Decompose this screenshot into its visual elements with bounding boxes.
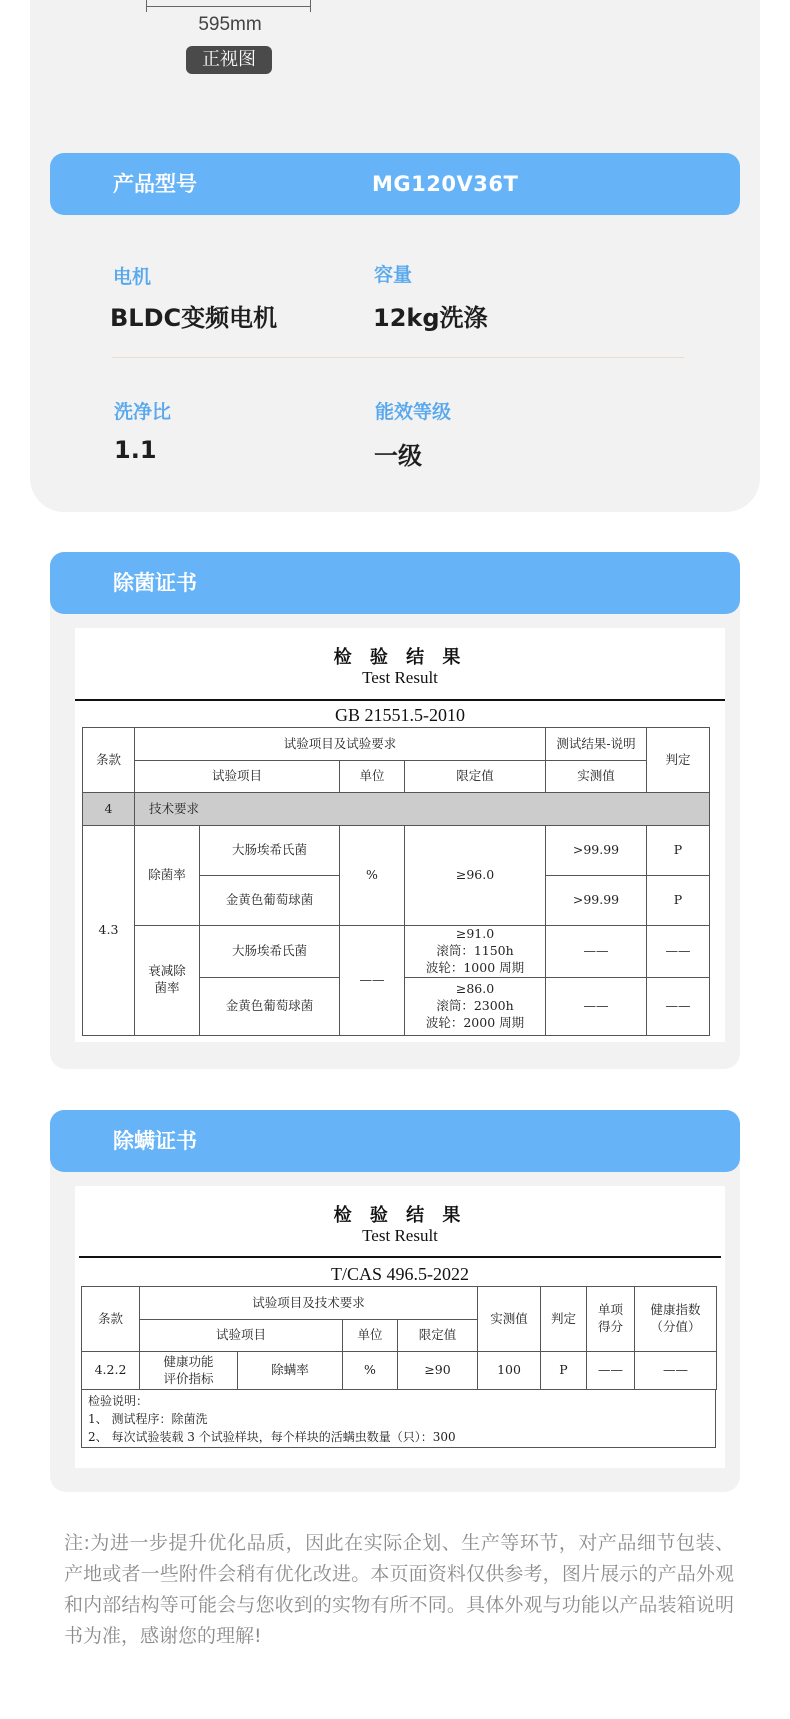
spec-motor-label: 电机 xyxy=(113,266,152,288)
h-health-index xyxy=(635,1287,717,1352)
item-mite-rate: 除螨率 xyxy=(238,1352,343,1390)
section-name: 技术要求 xyxy=(135,793,710,826)
limit-86-pulsator: 波轮：2000 周期 xyxy=(425,1014,525,1030)
result-subtitle: Test Result xyxy=(362,1226,438,1245)
spec-wash-ratio-value: 1.1 xyxy=(114,436,157,464)
item-ecoli-decay: 大肠埃希氏菌 xyxy=(200,926,340,978)
result-title: 检 验 结 果 xyxy=(333,1205,467,1226)
limit-91-pulsator: 波轮：1000 周期 xyxy=(425,959,525,975)
result-title: 检 验 结 果 xyxy=(333,647,467,668)
dimension-label: 595mm xyxy=(198,14,262,35)
standard-code: T/CAS 496.5-2022 xyxy=(330,1264,469,1284)
result-staph: >99.99 xyxy=(546,876,647,926)
h-health-line1: 健康指数 xyxy=(650,1302,701,1318)
judge-ecoli-decay: —— xyxy=(647,926,710,978)
measured-100: 100 xyxy=(478,1352,541,1390)
test-notes xyxy=(81,1389,716,1448)
result-staph-decay: —— xyxy=(546,977,647,1035)
notes-title: 检验说明： xyxy=(88,1394,149,1408)
group-decay-rate xyxy=(135,926,200,1036)
h-measured: 实测值 xyxy=(478,1287,541,1352)
single-score-dash: —— xyxy=(587,1352,635,1390)
spec-motor-value: BLDC变频电机 xyxy=(110,304,278,332)
limit-86-value: ≥86.0 xyxy=(455,980,495,996)
group-sterilization-rate: 除菌率 xyxy=(135,826,200,926)
spec-capacity-label: 容量 xyxy=(374,264,413,286)
h-clause: 条款 xyxy=(83,728,135,793)
spec-capacity-value: 12kg洗涤 xyxy=(373,304,488,332)
h-single-line2: 得分 xyxy=(598,1319,624,1334)
limit-90: ≥90 xyxy=(398,1352,478,1390)
result-rule xyxy=(79,1256,721,1258)
h-items-req: 试验项目及技术要求 xyxy=(140,1287,478,1320)
limit-86-drum: 滚筒：2300h xyxy=(436,997,514,1013)
result-ecoli: >99.99 xyxy=(546,826,647,876)
mite-table xyxy=(81,1286,717,1390)
h-judge: 判定 xyxy=(647,728,710,793)
group-decay-line2: 菌率 xyxy=(154,980,180,996)
spec-divider xyxy=(112,357,684,358)
notes-line2: 2、 每次试验装载 3 个试验样块，每个样块的活螨虫数量（只）：300 xyxy=(88,1430,456,1444)
notes-line1: 1、 测试程序：除菌洗 xyxy=(88,1412,208,1426)
health-index-dash: —— xyxy=(635,1352,717,1390)
item-health-line1: 健康功能 xyxy=(163,1353,214,1369)
h-single-line1: 单项 xyxy=(598,1302,624,1318)
model-label: 产品型号 xyxy=(113,172,197,196)
mite-cert-header xyxy=(50,1110,740,1172)
item-health-function xyxy=(140,1352,238,1390)
h-result-note: 测试结果-说明 xyxy=(546,728,647,761)
judge-p: P xyxy=(541,1352,587,1390)
item-staph: 金黄色葡萄球菌 xyxy=(200,876,340,926)
h-items-req: 试验项目及试验要求 xyxy=(135,728,546,761)
result-subtitle: Test Result xyxy=(362,668,438,687)
item-health-line2: 评价指标 xyxy=(163,1370,214,1386)
disclaimer-note: 注:为进一步提升优化品质，因此在实际企划、生产等环节，对产品细节包装、产地或者一些附件会稍有优化改进。本页面资料仅供参考，图片展示的产品外观和内部结构等可能会与您收到的实物有所不同。具体外观与功能以产品装箱说明书为准，感谢您的理解! xyxy=(64,1532,734,1647)
sterilization-cert-paper xyxy=(75,628,725,1042)
limit-96: ≥96.0 xyxy=(405,826,546,926)
unit-dash: —— xyxy=(340,926,405,1036)
result-rule xyxy=(75,699,725,701)
h-unit: 单位 xyxy=(343,1320,398,1352)
unit-percent: % xyxy=(340,826,405,926)
sterilization-cert-title: 除菌证书 xyxy=(113,571,197,595)
model-value: MG120V36T xyxy=(372,172,519,196)
h-single-score xyxy=(587,1287,635,1352)
mite-table-wrap xyxy=(81,1286,716,1448)
mite-cert-paper xyxy=(75,1186,725,1468)
clause-cell: 4.3 xyxy=(83,826,135,1036)
limit-91 xyxy=(405,926,546,978)
h-measured: 实测值 xyxy=(546,761,647,793)
h-judge: 判定 xyxy=(541,1287,587,1352)
clause-cell: 4.2.2 xyxy=(82,1352,140,1390)
limit-91-drum: 滚筒：1150h xyxy=(436,942,514,958)
sterilization-table xyxy=(82,727,710,1036)
h-health-line2: （分值） xyxy=(650,1319,701,1334)
spec-wash-ratio-label: 洗净比 xyxy=(114,401,172,423)
limit-91-value: ≥91.0 xyxy=(455,926,495,941)
judge-staph-decay: —— xyxy=(647,977,710,1035)
front-view-badge: 正视图 xyxy=(186,46,272,74)
h-unit: 单位 xyxy=(340,761,405,793)
section-no: 4 xyxy=(83,793,135,826)
standard-code: GB 21551.5-2010 xyxy=(335,705,465,725)
item-staph-decay: 金黄色葡萄球菌 xyxy=(200,977,340,1035)
result-ecoli-decay: —— xyxy=(546,926,647,978)
sterilization-cert-header xyxy=(50,552,740,614)
spec-energy-label: 能效等级 xyxy=(375,401,452,423)
item-ecoli: 大肠埃希氏菌 xyxy=(200,826,340,876)
model-bar xyxy=(50,153,740,215)
h-clause: 条款 xyxy=(82,1287,140,1352)
h-item: 试验项目 xyxy=(135,761,340,793)
unit-percent: % xyxy=(343,1352,398,1390)
judge-staph: P xyxy=(647,876,710,926)
group-decay-line1: 衰减除 xyxy=(148,963,186,979)
h-limit: 限定值 xyxy=(398,1320,478,1352)
h-limit: 限定值 xyxy=(405,761,546,793)
h-item: 试验项目 xyxy=(140,1320,343,1352)
mite-cert-title: 除螨证书 xyxy=(113,1129,197,1153)
judge-ecoli: P xyxy=(647,826,710,876)
limit-86 xyxy=(405,977,546,1035)
spec-energy-value: 一级 xyxy=(374,442,422,470)
